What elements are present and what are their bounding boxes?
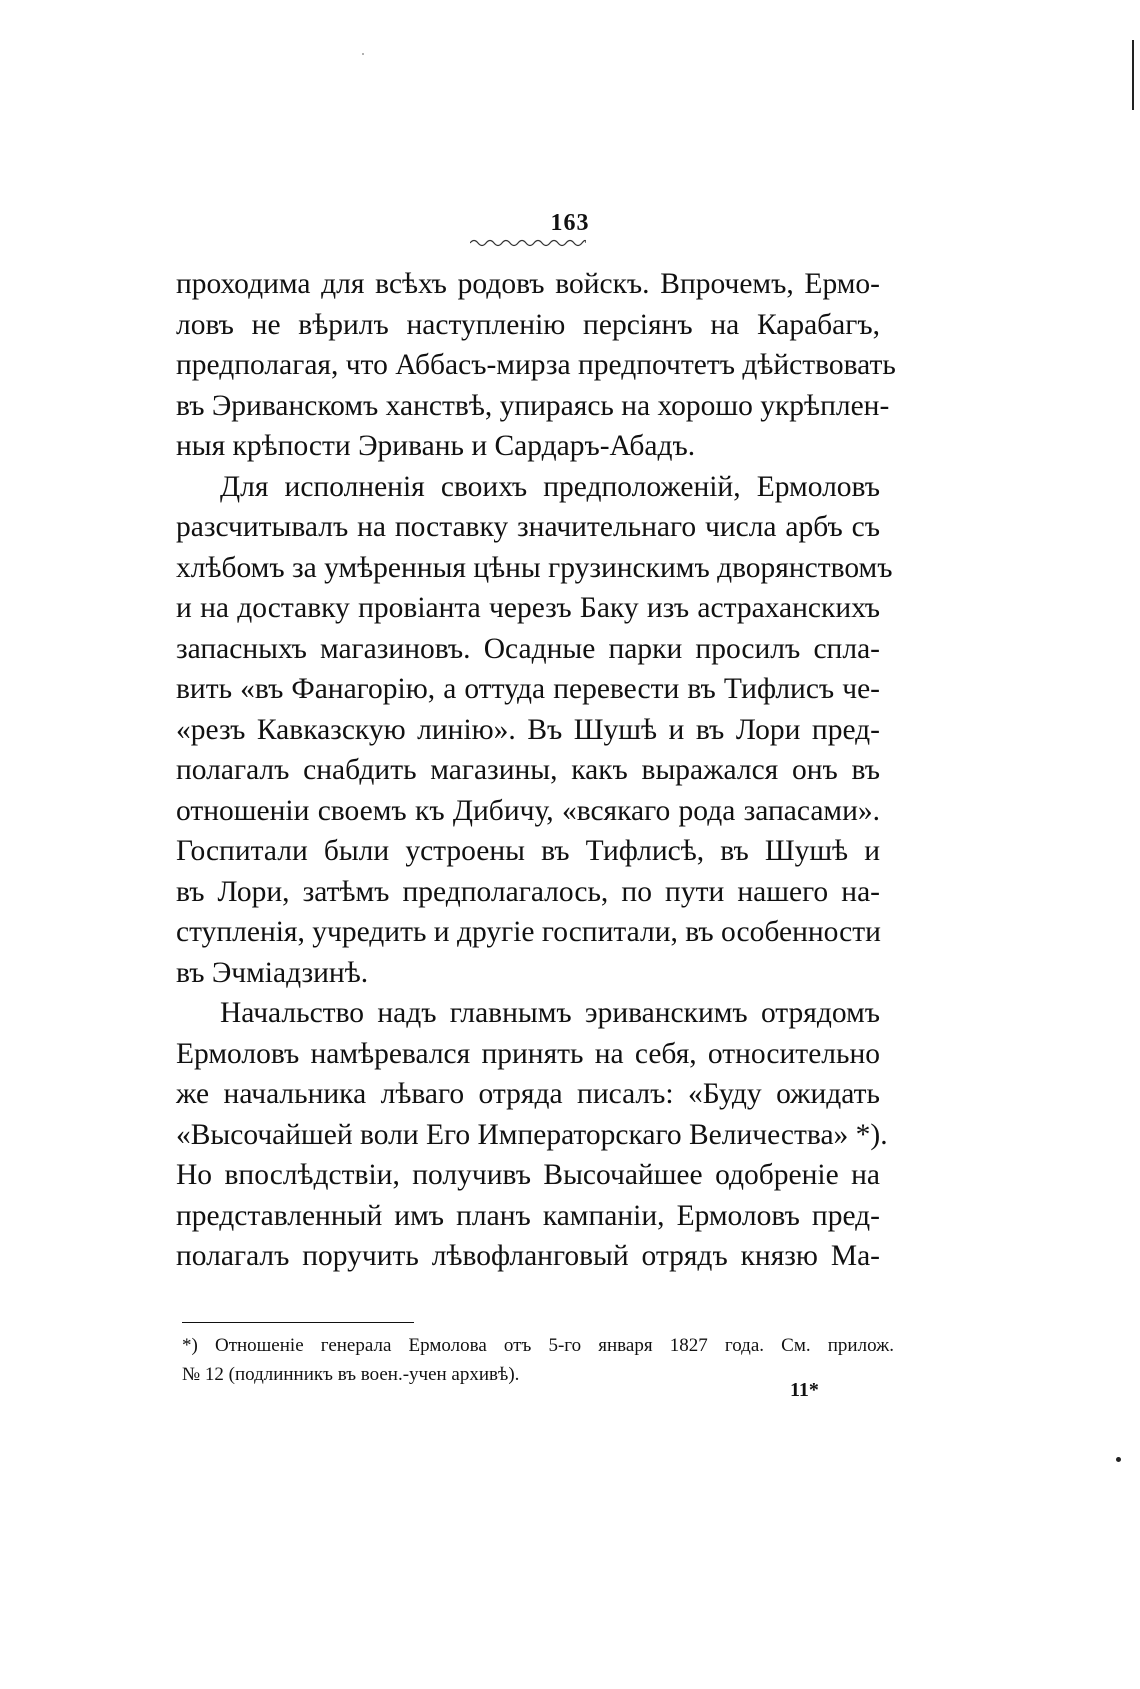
text-line: предполагая, что Аббасъ-мирза предпочтетъ дѣйствовать <box>176 349 896 381</box>
text-line: разсчитывалъ на поставку значительнаго числа арбъ съ <box>176 511 880 543</box>
text-line: представленный имъ планъ кампаніи, Ермоловъ пред- <box>176 1199 880 1232</box>
scan-dot <box>1116 1457 1121 1462</box>
text-line: Ермоловъ намѣревался принять на себя, относительно <box>176 1037 880 1070</box>
text-line: «Высочайшей воли Его Императорскаго Величества» *). <box>176 1118 888 1151</box>
text-line: въ Лори, затѣмъ предполагалось, по пути нашего на- <box>176 875 880 908</box>
text-line: Начальство надъ главнымъ эриванскимъ отрядомъ <box>220 997 880 1029</box>
text-line: Но впослѣдствіи, получивъ Высочайшее одобреніе на <box>176 1159 880 1191</box>
text-line: Госпитали были устроены въ Тифлисѣ, въ Шушѣ и <box>176 835 880 867</box>
text-line: полагалъ поручить лѣвофланговый отрядъ князю Ма- <box>176 1240 880 1272</box>
page-number: 163 <box>550 210 590 236</box>
text-line: ловъ не вѣрилъ наступленію персіянъ на Карабагъ, <box>176 308 880 341</box>
footnote <box>182 1331 894 1389</box>
text-line: отношеніи своемъ къ Дибичу, «всякаго рода запасами». <box>176 794 880 827</box>
scan-dot <box>362 53 364 55</box>
text-line: въ Эчміадзинѣ. <box>176 956 369 989</box>
text-line: Для исполненія своихъ предположеній, Ермоловъ <box>220 470 880 503</box>
text-line: полагалъ снабдить магазины, какъ выражался онъ въ <box>176 754 880 786</box>
text-line: запасныхъ магазиновъ. Осадные парки просилъ спла- <box>176 632 880 665</box>
page-number-ornament <box>470 238 586 248</box>
signature-mark: 11* <box>790 1379 819 1401</box>
footnote-divider <box>182 1322 414 1323</box>
footnote-line: № 12 (подлинникъ въ воен.-учен архивѣ). <box>182 1364 520 1385</box>
text-line: хлѣбомъ за умѣренныя цѣны грузинскимъ дворянствомъ <box>176 551 893 584</box>
footnote-line: *) Отношеніе генерала Ермолова отъ 5-го января 1827 года. См. прилож. <box>182 1335 894 1356</box>
scan-edge-mark <box>1132 40 1134 110</box>
text-line: же начальника лѣваго отряда писалъ: «Буду ожидать <box>176 1078 880 1110</box>
main-text <box>176 264 896 1277</box>
text-line: вить «въ Фанагорію, а оттуда перевести въ Тифлисъ че- <box>176 673 880 705</box>
text-line: «резъ Кавказскую линію». Въ Шушѣ и въ Лори пред- <box>176 713 880 746</box>
text-line: ступленія, учредить и другіе госпитали, въ особенности <box>176 916 881 948</box>
text-line: въ Эриванскомъ ханствѣ, упираясь на хорошо укрѣплен- <box>176 389 890 422</box>
text-line: ныя крѣпости Эривань и Сардаръ-Абадъ. <box>176 430 696 462</box>
text-line: проходима для всѣхъ родовъ войскъ. Впрочемъ, Ермо- <box>176 268 880 300</box>
text-line: и на доставку провіанта черезъ Баку изъ астраханскихъ <box>176 592 880 624</box>
